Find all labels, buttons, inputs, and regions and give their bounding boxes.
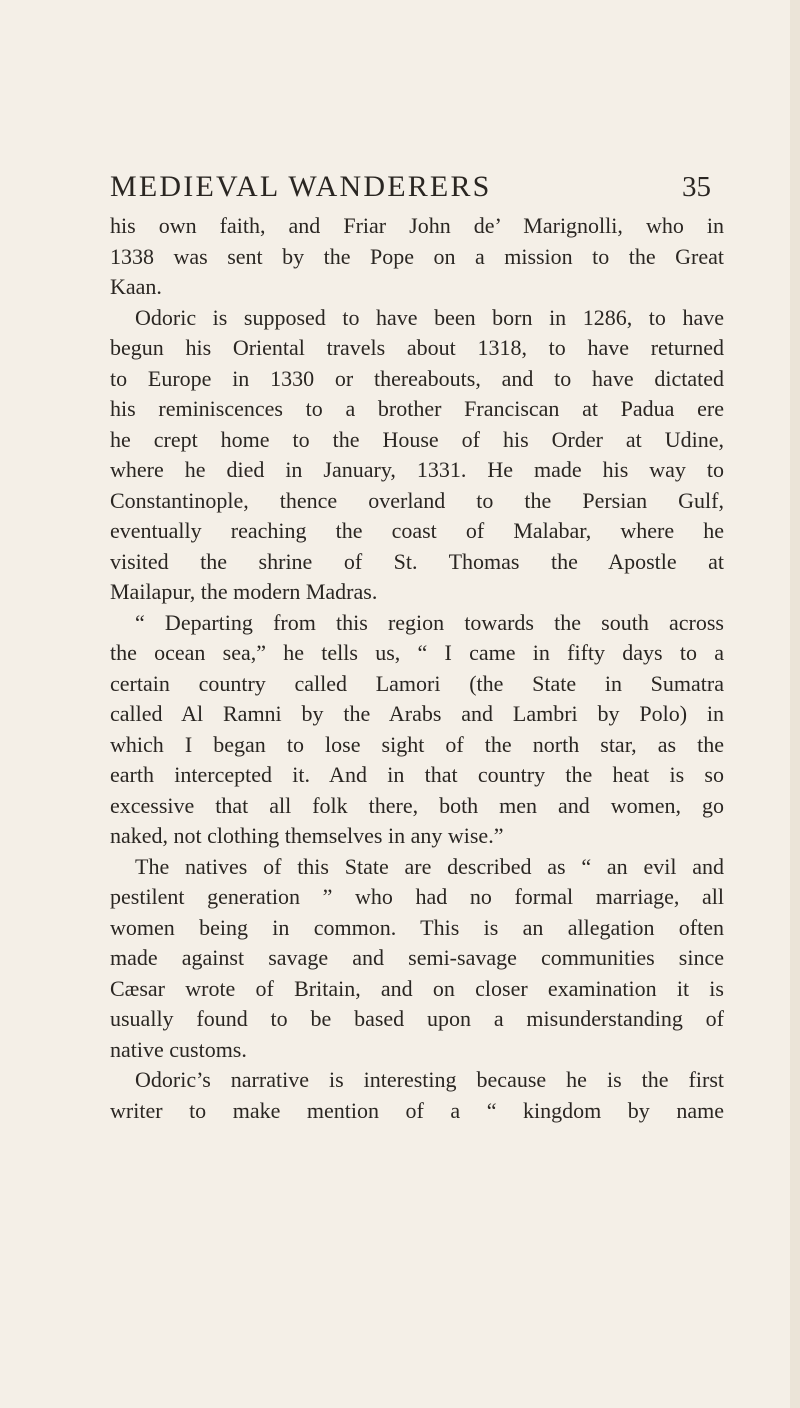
- text-line: Odoric’s narrative is interesting because he is the first: [135, 1067, 724, 1092]
- text-line: Kaan.: [110, 274, 162, 299]
- text-line: Mailapur, the modern Madras.: [110, 579, 378, 604]
- text-line: made against savage and semi-savage communities since: [110, 945, 724, 970]
- text-line: 1338 was sent by the Pope on a mission to the Great: [110, 243, 724, 269]
- text-line: where he died in January, 1331. He made his way to: [110, 457, 724, 482]
- text-line: begun his Oriental travels about 1318, to have returned: [110, 335, 724, 360]
- page-number: 35: [682, 171, 711, 203]
- text-line: writer to make mention of a “ kingdom by name: [110, 1097, 724, 1123]
- text-line: his reminiscences to a brother Franciscan at Padua ere: [110, 396, 724, 421]
- text-line: eventually reaching the coast of Malabar, where he: [110, 518, 724, 543]
- text-line: he crept home to the House of his Order at Udine,: [110, 426, 724, 452]
- body-text: [110, 211, 724, 1126]
- text-line: usually found to be based upon a misunderstanding of: [110, 1006, 724, 1031]
- text-line: Cæsar wrote of Britain, and on closer examination it is: [110, 975, 724, 1001]
- text-line: The natives of this State are described as “ an evil and: [135, 853, 724, 879]
- text-line: “ Departing from this region towards the south across: [135, 609, 724, 635]
- running-title: MEDIEVAL WANDERERS: [110, 170, 492, 203]
- text-line: Constantinople, thence overland to the Persian Gulf,: [110, 487, 724, 513]
- running-head: [0, 167, 800, 207]
- page-edge: [790, 0, 800, 1408]
- text-line: his own faith, and Friar John de’ Marignolli, who in: [110, 213, 724, 238]
- text-line: excessive that all folk there, both men and women, go: [110, 792, 724, 818]
- text-line: native customs.: [110, 1036, 247, 1062]
- text-line: earth intercepted it. And in that country the heat is so: [110, 762, 724, 787]
- text-line: Odoric is supposed to have been born in 1286, to have: [135, 304, 724, 330]
- text-line: women being in common. This is an allegation often: [110, 914, 724, 940]
- text-line: certain country called Lamori (the State in Sumatra: [110, 670, 724, 696]
- text-line: called Al Ramni by the Arabs and Lambri by Polo) in: [110, 701, 724, 726]
- text-line: pestilent generation ” who had no formal marriage, all: [110, 884, 724, 909]
- text-line: visited the shrine of St. Thomas the Apostle at: [110, 548, 724, 574]
- text-line: to Europe in 1330 or thereabouts, and to have dictated: [110, 365, 724, 391]
- text-line: which I began to lose sight of the north star, as the: [110, 731, 724, 757]
- text-line: the ocean sea,” he tells us, “ I came in fifty days to a: [110, 640, 724, 665]
- text-line: naked, not clothing themselves in any wise.”: [110, 823, 504, 848]
